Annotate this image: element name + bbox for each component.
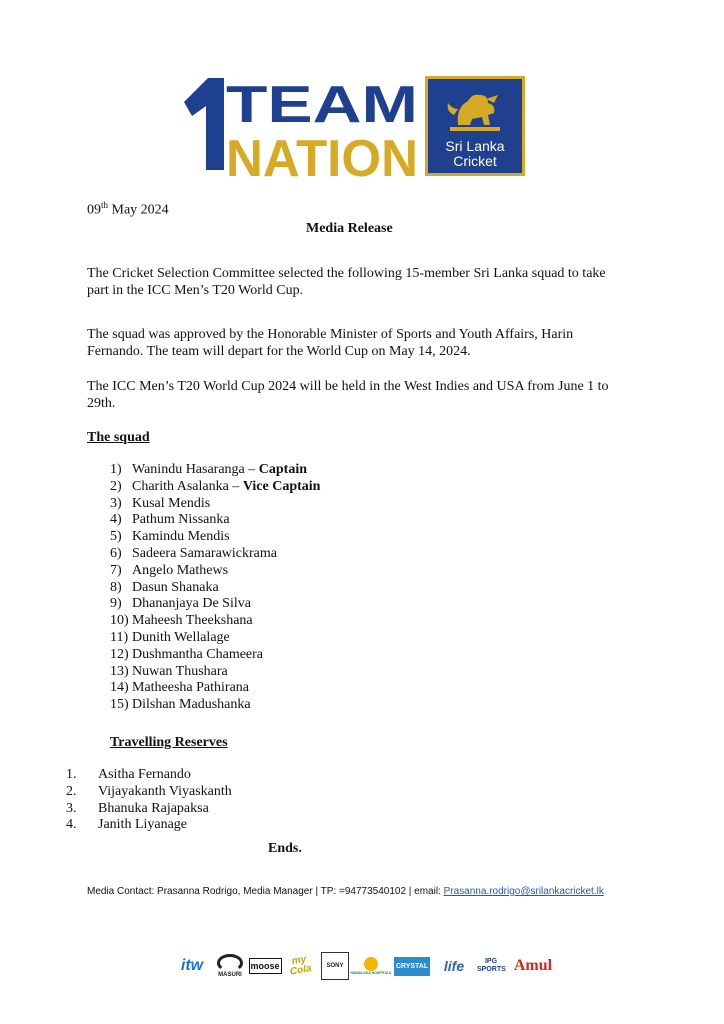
squad-item bbox=[110, 680, 320, 697]
squad-item bbox=[110, 563, 320, 580]
contact-email-link[interactable]: Prasanna.rodrigo@srilankacricket.lk bbox=[443, 886, 604, 897]
squad-num: 5) bbox=[110, 529, 122, 545]
squad-item bbox=[110, 479, 320, 496]
player-role: Vice Captain bbox=[242, 478, 321, 494]
squad-item bbox=[110, 613, 320, 630]
paragraph-1-line1: The Cricket Selection Committee selected the following 15-member Sri Lanka squad to take bbox=[87, 266, 606, 281]
media-contact bbox=[87, 886, 604, 897]
reserve-num: 1. bbox=[66, 767, 77, 782]
player-name: Kusal Mendis bbox=[132, 495, 211, 511]
sponsor-life-logo: life bbox=[443, 958, 465, 974]
squad-item bbox=[110, 647, 320, 664]
squad-item bbox=[110, 462, 320, 479]
reserves-heading: Travelling Reserves bbox=[110, 735, 228, 750]
squad-num: 15) bbox=[110, 697, 129, 713]
logo-line2: NATION bbox=[226, 130, 418, 180]
squad-num: 7) bbox=[110, 562, 122, 578]
sponsor-masuri-logo: MASURI bbox=[214, 952, 246, 980]
date-day: 09 bbox=[87, 202, 101, 218]
sponsor-nawaloka-logo: NAWALOKA HOSPITALS bbox=[354, 952, 388, 980]
sponsor-mycola-logo: my Cola bbox=[289, 953, 313, 978]
squad-num: 10) bbox=[110, 613, 129, 629]
masuri-icon bbox=[217, 954, 243, 972]
player-name: Charith Asalanka – bbox=[132, 478, 243, 494]
nawaloka-icon bbox=[364, 957, 378, 971]
squad-num: 9) bbox=[110, 596, 122, 612]
squad-num: 6) bbox=[110, 545, 122, 561]
squad-num: 13) bbox=[110, 663, 129, 679]
reserve-name: Vijayakanth Viyaskanth bbox=[98, 783, 232, 799]
paragraph-2-line1: The squad was approved by the Honorable Minister of Sports and Youth Affairs, Harin bbox=[87, 327, 574, 342]
date-rest: May 2024 bbox=[108, 202, 169, 218]
player-name: Maheesh Theekshana bbox=[132, 613, 253, 629]
reserve-name: Bhanuka Rajapaksa bbox=[98, 800, 209, 816]
paragraph-3-line1: The ICC Men’s T20 World Cup 2024 will be held in the West Indies and USA from June 1 to bbox=[87, 379, 609, 394]
reserve-item bbox=[66, 767, 232, 784]
squad-num: 11) bbox=[110, 629, 129, 645]
contact-text: Media Contact: Prasanna Rodrigo, Media Manager | TP: =94773540102 | email: bbox=[87, 886, 444, 897]
squad-num: 3) bbox=[110, 495, 122, 511]
player-name: Kamindu Mendis bbox=[132, 529, 230, 545]
squad-item bbox=[110, 630, 320, 647]
player-name: Dasun Shanaka bbox=[132, 579, 219, 595]
ends-text: Ends. bbox=[268, 841, 302, 856]
paragraph-1-line2: part in the ICC Men’s T20 World Cup. bbox=[87, 283, 304, 298]
squad-num: 14) bbox=[110, 680, 129, 696]
reserve-item bbox=[66, 784, 232, 801]
reserve-num: 4. bbox=[66, 817, 77, 833]
paragraph-2-line2: Fernando. The team will depart for the World Cup on May 14, 2024. bbox=[87, 344, 471, 359]
squad-num: 8) bbox=[110, 579, 122, 595]
sponsor-crystal-logo: CRYSTAL bbox=[393, 952, 431, 980]
squad-item bbox=[110, 512, 320, 529]
slc-line2: Cricket bbox=[453, 153, 497, 169]
squad-item bbox=[110, 596, 320, 613]
team-nation-wordmark bbox=[182, 72, 422, 180]
date-suffix: th bbox=[101, 200, 109, 210]
squad-num: 2) bbox=[110, 478, 122, 494]
reserve-item bbox=[66, 801, 232, 818]
sponsor-amul-logo: Amul bbox=[513, 957, 553, 974]
lion-icon bbox=[428, 85, 522, 141]
sri-lanka-cricket-logo bbox=[425, 76, 525, 176]
sponsor-moose-logo: moose bbox=[250, 952, 280, 980]
player-name: Nuwan Thushara bbox=[132, 663, 228, 679]
reserve-name: Asitha Fernando bbox=[98, 767, 191, 782]
squad-item bbox=[110, 546, 320, 563]
page-title: Media Release bbox=[306, 221, 393, 236]
squad-item bbox=[110, 664, 320, 681]
sponsor-itw-logo: itw bbox=[180, 957, 204, 974]
reserve-num: 2. bbox=[66, 783, 77, 799]
player-name: Sadeera Samarawickrama bbox=[132, 545, 277, 561]
logo-line1: TEAM bbox=[226, 76, 418, 134]
squad-list bbox=[110, 462, 320, 714]
squad-item bbox=[110, 580, 320, 597]
player-name: Dushmantha Chameera bbox=[132, 646, 264, 662]
player-name: Dunith Wellalage bbox=[132, 629, 230, 645]
squad-num: 1) bbox=[110, 462, 122, 477]
squad-item bbox=[110, 529, 320, 546]
player-name: Wanindu Hasaranga – bbox=[132, 462, 259, 477]
paragraph-3-line2: 29th. bbox=[87, 396, 116, 411]
reserve-num: 3. bbox=[66, 800, 77, 816]
sponsor-sony-logo: SONY bbox=[321, 952, 349, 980]
player-name: Angelo Mathews bbox=[132, 562, 229, 578]
sponsor-ipg-logo: IPG SPORTS bbox=[477, 958, 506, 973]
reserve-name: Janith Liyanage bbox=[98, 817, 188, 833]
player-name: Matheesha Pathirana bbox=[132, 680, 250, 696]
release-date bbox=[87, 197, 169, 219]
slc-line1: Sri Lanka bbox=[445, 138, 505, 154]
player-name: Dilshan Madushanka bbox=[132, 697, 251, 713]
squad-num: 12) bbox=[110, 646, 129, 662]
squad-heading: The squad bbox=[87, 430, 150, 445]
player-name: Pathum Nissanka bbox=[132, 512, 230, 528]
squad-item bbox=[110, 496, 320, 513]
reserves-list bbox=[66, 767, 232, 834]
reserve-item bbox=[66, 817, 232, 834]
player-role: Captain bbox=[258, 462, 308, 477]
squad-item bbox=[110, 697, 320, 714]
squad-num: 4) bbox=[110, 512, 122, 528]
player-name: Dhananjaya De Silva bbox=[132, 596, 251, 612]
